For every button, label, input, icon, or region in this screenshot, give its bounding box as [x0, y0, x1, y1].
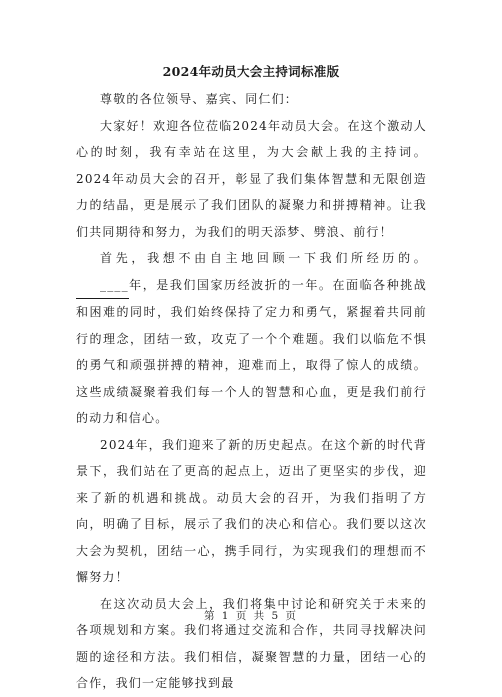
- paragraph-new-era: 2024年，我们迎来了新的历史起点。在这个新的时代背景下，我们站在了更高的起点上，迈出了更坚实的步伐，迎来了新的机遇和挑战。动员大会的召开，为我们指明了方向，明确了目标，展示了我们的决心和信心。我们要以这次大会为契机，团结一心，携手同行，为实现我们的理想而不懈努力！: [76, 437, 427, 584]
- page-footer: 第 1 页 共 5 页: [203, 610, 299, 622]
- paragraph-planning: 在这次动员大会上，我们将集中讨论和研究关于未来的各项规划和方案。我们将通过交流和合作，共同寻找解决问题的途径和方法。我们相信，凝聚智慧的力量，团结一心的合作，我们一定能够找到最: [76, 596, 427, 690]
- document-title: 2024年动员大会主持词标准版: [162, 64, 340, 79]
- salutation: 尊敬的各位领导、嘉宾、同仁们：: [100, 92, 299, 106]
- paragraph-review: [76, 245, 427, 432]
- document-body: [76, 86, 427, 697]
- review-text-before: 首先，我想不由自主地回顾一下我们所经历的。: [100, 251, 427, 265]
- review-text-after: 年，是我们国家历经波折的一年。在面临各种挑战和困难的同时，我们始终保持了定力和勇气，紧握着共同前行的理念，团结一致，攻克了一个个难题。我们以临危不惧的勇气和顽强拼搏的精神，迎难而上，取得了惊人的成绩。这些成绩凝聚着我们每一个人的智慧和心血，更是我们前行的动力和信心。: [76, 277, 427, 425]
- paragraph-welcome: 大家好！欢迎各位莅临2024年动员大会。在这个激动人心的时刻，我有幸站在这里，为大会献上我的主持词。2024年动员大会的召开，彰显了我们集体智慧和无限创造力的结晶，更是展示了我们团队的凝聚力和拼搏精神。让我们共同期待和努力，为我们的明天添梦、劈浪、前行！: [76, 118, 427, 239]
- fill-in-blank: ____: [76, 272, 129, 300]
